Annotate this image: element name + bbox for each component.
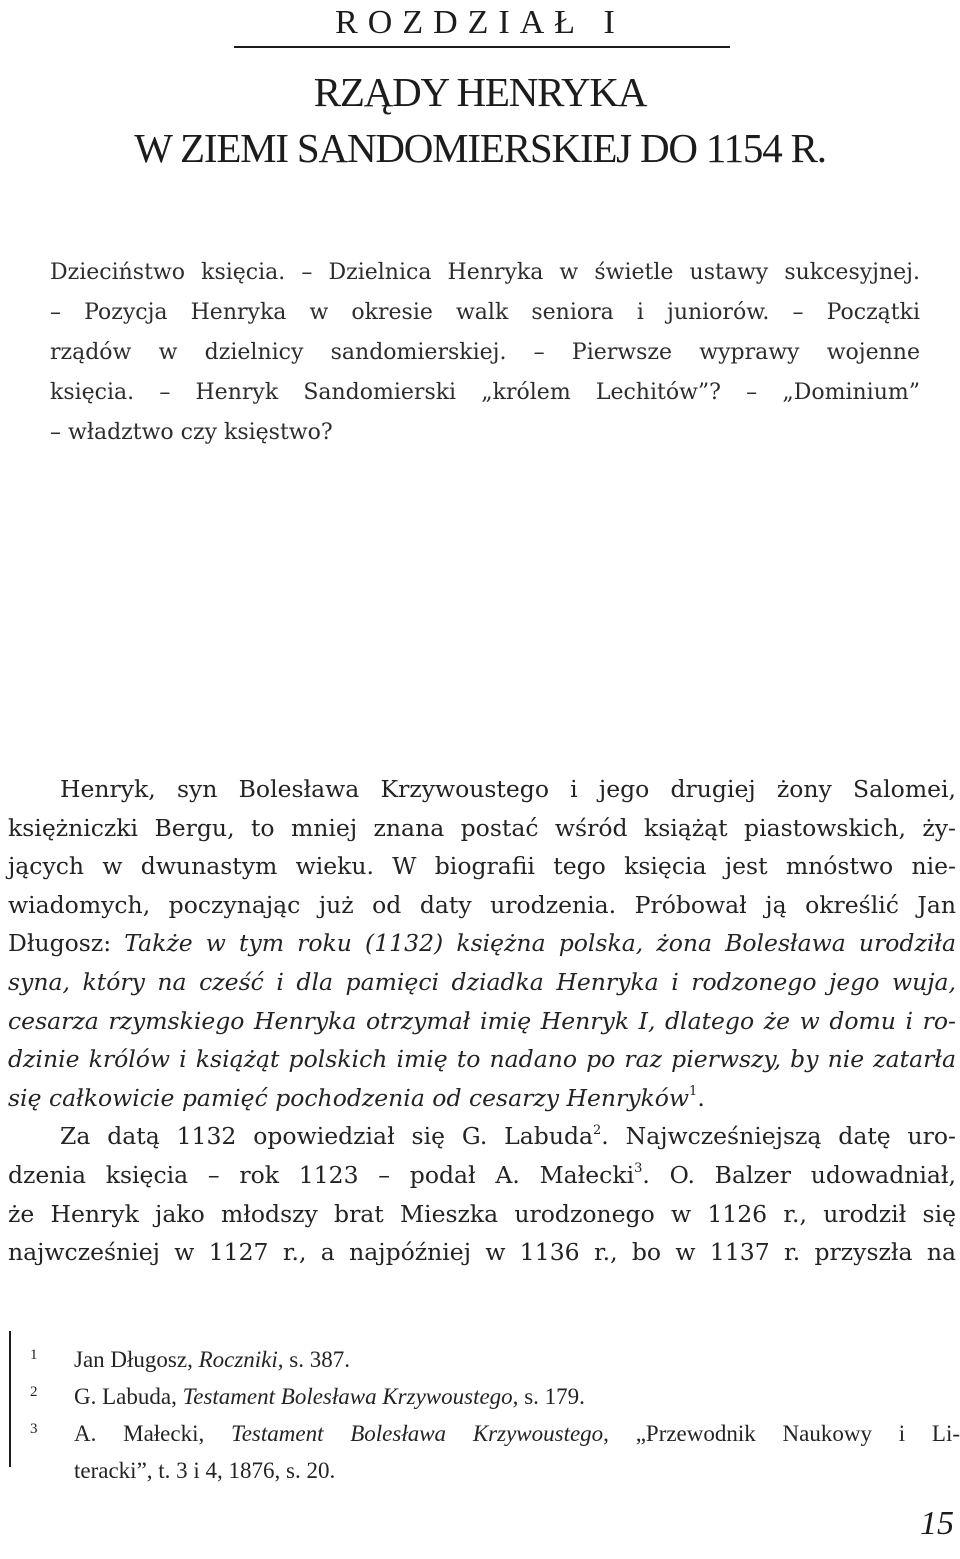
footnote-author: Jan Długosz, bbox=[74, 1347, 199, 1372]
body-line bbox=[8, 1002, 956, 1041]
footnote-number: 2 bbox=[30, 1384, 38, 1400]
footnote-page: , s. 387. bbox=[277, 1347, 350, 1372]
footnote-number: 1 bbox=[30, 1347, 38, 1363]
body-line: Henryk, syn Bolesława Krzywoustego i jego drugiej żony Salomei, bbox=[60, 775, 956, 803]
footnote-rule bbox=[9, 1331, 11, 1467]
footnote-item bbox=[30, 1341, 960, 1378]
summary-line: Dzieciństwo księcia. – Dzielnica Henryka w świetle ustawy sukcesyjnej. bbox=[50, 260, 920, 285]
chapter-summary bbox=[50, 253, 920, 453]
footnote-title: Roczniki bbox=[198, 1347, 278, 1372]
body-text bbox=[8, 770, 956, 1272]
page-number: 15 bbox=[920, 1505, 954, 1542]
quotation-text: cesarza rzymskiego Henryka otrzymał imię Henryk I, dlatego że w domu i ro- bbox=[8, 1006, 956, 1035]
body-line bbox=[8, 1156, 956, 1195]
body-line: wiadomych, poczynając już od daty urodzenia. Próbował ją określić Jan bbox=[8, 890, 956, 919]
footnotes bbox=[30, 1341, 960, 1489]
body-line: jących w dwunastym wieku. W biografii tego księcia jest mnóstwo nie- bbox=[8, 852, 956, 881]
chapter-title-line-2: W ZIEMI SANDOMIERSKIEJ DO 1154 R. bbox=[134, 125, 826, 171]
chapter-title bbox=[0, 64, 960, 176]
footnote-author: G. Labuda, bbox=[74, 1384, 183, 1409]
body-line-text: Długosz: bbox=[8, 929, 125, 958]
footnote-page: s. 179. bbox=[518, 1384, 585, 1409]
body-line-text: . Najwcześniejszą datę uro- bbox=[601, 1122, 956, 1151]
body-line-text: dzenia księcia – rok 1123 – podał A. Małecki bbox=[8, 1160, 635, 1189]
summary-line: – władztwo czy księstwo? bbox=[50, 420, 333, 445]
footnote-author: A. Małecki, bbox=[74, 1421, 232, 1446]
quotation-text: się całkowicie pamięć pochodzenia od cesarzy Henryków bbox=[8, 1083, 690, 1112]
body-line-text: . bbox=[697, 1083, 705, 1112]
footnote-item bbox=[30, 1378, 960, 1415]
footnote-text bbox=[74, 1415, 960, 1489]
footnote-journal: , „Przewodnik Naukowy i Li- bbox=[603, 1421, 960, 1446]
body-line bbox=[8, 963, 956, 1002]
footnote-title: Testament Bolesława Krzywoustego, bbox=[182, 1384, 519, 1409]
body-line-text: . O. Balzer udowadniał, bbox=[642, 1160, 956, 1189]
summary-line: rządów w dzielnicy sandomierskiej. – Pierwsze wyprawy wojenne bbox=[50, 340, 920, 365]
chapter-label: ROZDZIAŁ I bbox=[335, 4, 625, 41]
footnote-number: 3 bbox=[30, 1421, 38, 1437]
footnote-title: Testament Bolesława Krzywoustego bbox=[231, 1421, 604, 1446]
body-line bbox=[8, 1079, 956, 1118]
body-line-text: Za datą 1132 opowiedział się G. Labuda bbox=[60, 1122, 594, 1151]
footnote-ref[interactable]: 3 bbox=[634, 1161, 643, 1177]
footnote-item bbox=[30, 1415, 960, 1489]
body-line bbox=[8, 924, 956, 963]
chapter-rule bbox=[234, 46, 730, 48]
body-line bbox=[8, 1117, 956, 1156]
footnote-text bbox=[74, 1378, 960, 1415]
footnote-ref[interactable]: 1 bbox=[689, 1083, 698, 1099]
body-line: najwcześniej w 1127 r., a najpóźniej w 1136 r., bo w 1137 r. przyszła na bbox=[8, 1238, 956, 1267]
footnote-ref[interactable]: 2 bbox=[593, 1122, 602, 1138]
summary-line: – Pozycja Henryka w okresie walk seniora i juniorów. – Początki bbox=[50, 300, 920, 325]
quotation-text: syna, który na cześć i dla pamięci dziadka Henryka i rodzonego jego wuja, bbox=[8, 967, 956, 996]
footnote-continuation: teracki”, t. 3 i 4, 1876, s. 20. bbox=[74, 1458, 336, 1483]
footnote-text bbox=[74, 1341, 960, 1378]
body-line: księżniczki Bergu, to mniej znana postać wśród książąt piastowskich, ży- bbox=[8, 813, 956, 842]
body-line: że Henryk jako młodszy brat Mieszka urodzonego w 1126 r., urodził się bbox=[8, 1199, 956, 1228]
summary-line: księcia. – Henryk Sandomierski „królem Lechitów”? – „Dominium” bbox=[50, 380, 920, 405]
body-line bbox=[8, 1040, 956, 1079]
chapter-title-line-1: RZĄDY HENRYKA bbox=[313, 69, 647, 115]
quotation-text: dzinie królów i książąt polskich imię to nadano po raz pierwszy, by nie zatarła bbox=[8, 1045, 956, 1074]
quotation-text: Także w tym roku (1132) księżna polska, żona Bolesława urodziła bbox=[124, 929, 956, 958]
